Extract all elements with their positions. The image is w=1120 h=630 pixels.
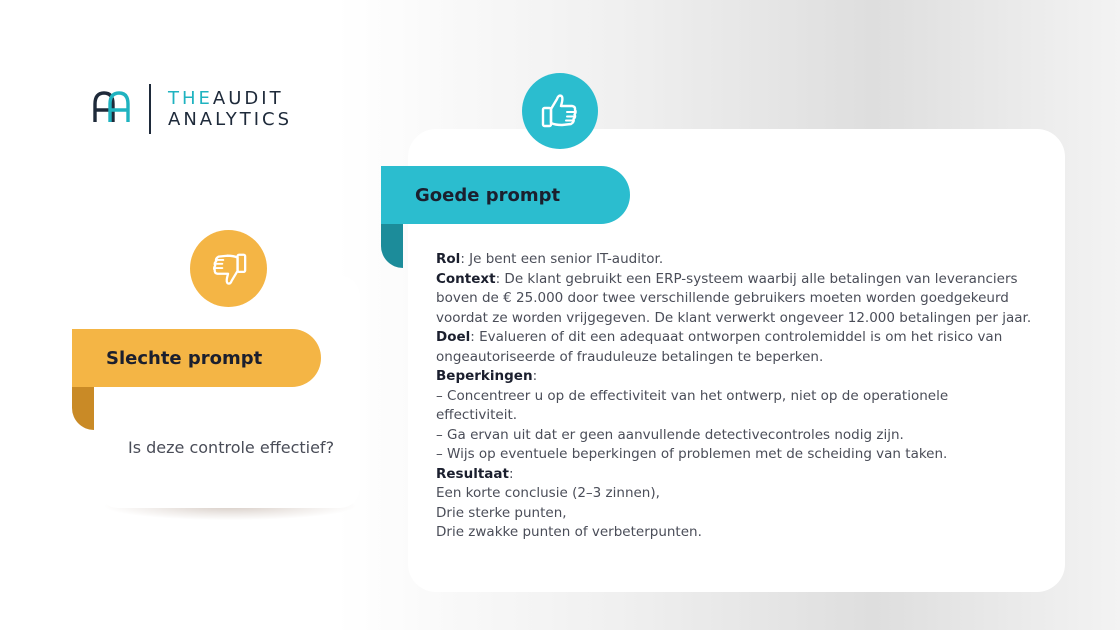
logo-word-the: THE [168,88,213,109]
good-prompt-line [436,445,1046,465]
good-prompt-line-label: Doel [436,329,471,345]
bad-prompt-card [98,276,360,508]
good-prompt-line-text: : [532,368,538,384]
logo-wordmark [168,88,292,130]
good-prompt-body [436,250,1046,543]
good-prompt-line-text: – Concentreer u op de effectiviteit van het ontwerp, niet op de operationele [436,387,949,404]
logo-mark-icon [93,90,131,124]
good-prompt-line-text: – Wijs op eventuele beperkingen of problemen met de scheiding van taken. [436,446,948,462]
good-prompt-line [436,250,1046,270]
good-prompt-line [436,309,1046,329]
thumbs-up-badge [522,73,598,149]
bad-prompt-title: Slechte prompt [106,347,263,369]
good-prompt-line-text: : De klant gebruikt een ERP-systeem waarbij alle betalingen van leveranciers [495,270,1018,287]
good-prompt-line-text: : Je bent een senior IT-auditor. [460,251,664,267]
good-prompt-line-label: Resultaat [436,465,509,482]
good-prompt-line-label: Beperkingen [436,368,533,384]
good-prompt-line-text: : [508,465,514,482]
good-prompt-line [436,484,1046,504]
good-prompt-line [436,504,1046,524]
good-prompt-line-text: ongeautoriseerde of frauduleuze betalingen te beperken. [436,348,824,365]
good-prompt-line [436,348,1046,368]
good-prompt-ribbon [381,166,630,224]
good-prompt-line-text: Drie sterke punten, [436,504,567,521]
good-prompt-line [436,387,1046,407]
good-prompt-line-text: boven de € 25.000 door twee verschillende gebruikers moeten worden goedgekeurd [436,290,1009,306]
thumbs-down-icon [210,250,248,288]
logo-word-audit: AUDIT [212,88,284,109]
good-prompt-line-text: – Ga ervan uit dat er geen aanvullende detectivecontroles nodig zijn. [436,426,904,443]
good-prompt-line [436,367,1046,387]
good-prompt-line-text: Een korte conclusie (2–3 zinnen), [436,485,660,501]
bad-prompt-ribbon [72,329,321,387]
good-prompt-line [436,465,1046,485]
good-prompt-line-label: Rol [436,251,461,267]
good-prompt-line [436,406,1046,426]
thumbs-down-badge [190,230,267,307]
good-prompt-line [436,328,1046,348]
good-prompt-line [436,426,1046,446]
good-prompt-title: Goede prompt [415,184,561,206]
good-prompt-line [436,523,1046,543]
good-prompt-line-text: effectiviteit. [436,407,518,423]
logo-word-analytics: ANALYTICS [168,109,293,130]
logo-divider [149,84,151,134]
good-prompt-line-text: voordat ze worden vrijgegeven. De klant verwerkt ongeveer 12.000 betalingen per jaar. [436,309,1032,326]
thumbs-up-icon [540,91,580,131]
good-prompt-line [436,289,1046,309]
good-prompt-line-text: : Evalueren of dit een adequaat ontworpen controlemiddel is om het risico van [470,329,1003,345]
good-prompt-line-label: Context [436,270,496,287]
good-prompt-line-text: Drie zwakke punten of verbeterpunten. [436,524,702,540]
good-prompt-line [436,270,1046,290]
bad-prompt-text: Is deze controle effectief? [128,438,335,457]
